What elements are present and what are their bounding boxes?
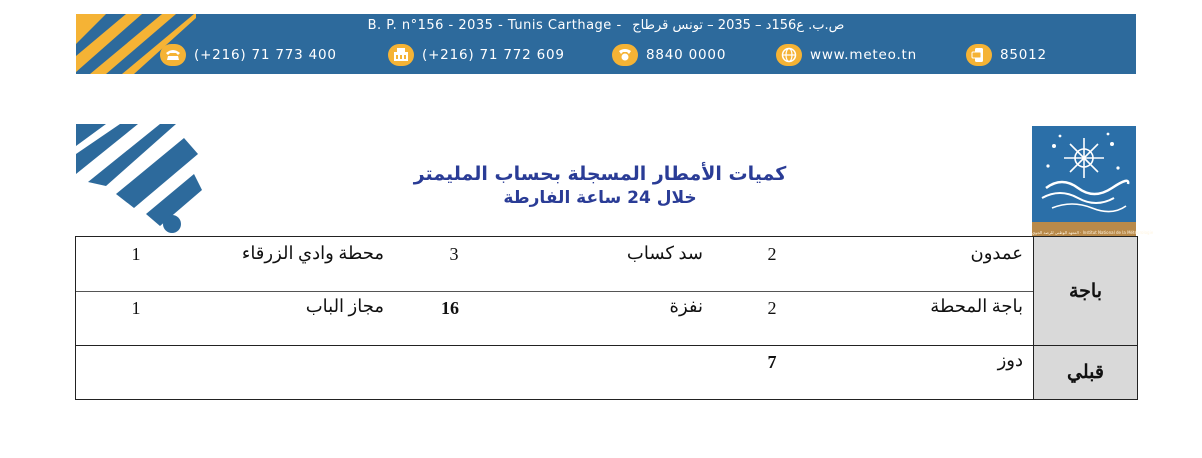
rainfall-value: 7 [767, 352, 777, 372]
page-title [300, 162, 900, 210]
rainfall-value: 2 [767, 298, 777, 318]
region-cell: قبلي [1033, 346, 1137, 399]
contact-sms [966, 42, 1047, 68]
rainfall-value: 16 [441, 298, 459, 318]
rainfall-value: 1 [131, 298, 141, 318]
row-separator [76, 291, 1033, 292]
institute-logo [1032, 126, 1154, 236]
address-line [76, 18, 1136, 33]
station-name: سد كساب [626, 243, 703, 263]
logo-caption: المعهد الوطني للرصد الجوي · Institut National de la Météorologie [1032, 230, 1154, 235]
rainfall-value: 1 [131, 244, 141, 264]
call-center-icon [612, 44, 638, 66]
header-banner [76, 14, 1136, 74]
station-name: محطة وادي الزرقاء [241, 243, 384, 263]
rainfall-value: 2 [767, 244, 777, 264]
globe-icon [776, 44, 802, 66]
fax-icon [388, 44, 414, 66]
rainfall-table [75, 236, 1138, 400]
row-separator [76, 345, 1033, 346]
contact-phone [160, 42, 337, 68]
station-name: مجاز الباب [305, 296, 384, 316]
region-cell: باجة [1033, 237, 1137, 345]
sms-icon [966, 44, 992, 66]
rainfall-value: 3 [449, 244, 459, 264]
title-line-2: خلال 24 ساعة الفارطة [503, 188, 697, 208]
contact-text: (+216) 71 773 400 [194, 47, 337, 63]
sun-wave-icon [1032, 126, 1136, 222]
contact-website[interactable] [776, 42, 917, 68]
phone-icon [160, 44, 186, 66]
website-link[interactable]: www.meteo.tn [810, 47, 917, 63]
address-fr: B. P. n°156 - 2035 - Tunis Carthage - [367, 18, 622, 33]
station-name: نفزة [669, 296, 703, 316]
title-line-1: كميات الأمطار المسجلة بحساب المليمتر [413, 163, 787, 185]
contact-text: 8840 0000 [646, 47, 727, 63]
contact-bar [160, 42, 1066, 68]
station-name: دوز [997, 350, 1023, 370]
contact-text: (+216) 71 772 609 [422, 47, 565, 63]
station-name: عمدون [970, 243, 1023, 263]
station-name: باجة المحطة [930, 296, 1023, 316]
address-ar: ص.ب. ع156د – 2035 – تونس قرطاج [632, 18, 845, 33]
contact-text: 85012 [1000, 47, 1047, 63]
contact-fax [388, 42, 565, 68]
logo-caption-band [1032, 222, 1154, 236]
decorative-stripes [76, 124, 206, 236]
contact-call-center [612, 42, 726, 68]
